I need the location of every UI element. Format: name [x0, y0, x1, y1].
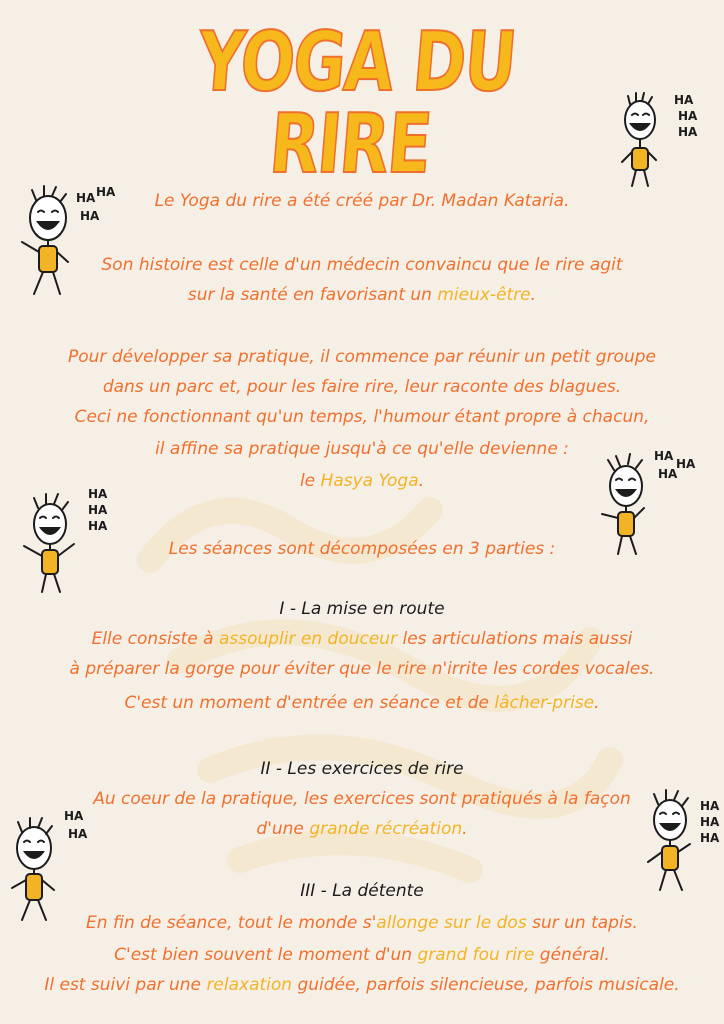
highlight: mieux-être — [437, 285, 531, 305]
part3-heading: III - La détente — [300, 881, 424, 901]
laughing-figure-icon — [12, 182, 132, 302]
story-line-3: Ceci ne fonctionnant qu'un temps, l'humour étant propre à chacun, — [74, 407, 650, 427]
ha-text: HA — [88, 519, 108, 533]
laughing-figure-icon — [16, 486, 126, 596]
laughing-figure-icon — [4, 806, 114, 926]
page-title: YOGA DU RIRE — [194, 15, 519, 192]
laughing-figure-icon — [636, 786, 724, 906]
ha-text: HA — [654, 449, 674, 463]
laughing-figure-icon — [596, 438, 716, 558]
ha-text: HA — [678, 109, 698, 123]
story-line-5: le Hasya Yoga. — [299, 471, 425, 491]
highlight: grande récréation — [309, 819, 463, 839]
ha-text: HA — [68, 827, 88, 841]
ha-text: HA — [80, 209, 100, 223]
part3-line-2: C'est bien souvent le moment d'un grand fou rire général. — [114, 945, 610, 965]
laughing-figure-icon — [606, 90, 716, 190]
intro-line-2: Son histoire est celle d'un médecin convaincu que le rire agit — [101, 255, 623, 275]
part2-line-1: Au coeur de la pratique, les exercices sont pratiqués à la façon — [93, 789, 631, 809]
sessions-intro: Les séances sont décomposées en 3 parties : — [168, 539, 556, 559]
ha-text: HA — [700, 815, 720, 829]
highlight: lâcher-prise — [494, 693, 595, 713]
highlight: Hasya Yoga — [320, 471, 419, 491]
intro-line-3: sur la santé en favorisant un mieux-être. — [187, 285, 537, 305]
part1-line-3: C'est un moment d'entrée en séance et de lâcher-prise. — [124, 693, 600, 713]
highlight: grand fou rire — [417, 945, 535, 965]
ha-text: HA — [88, 503, 108, 517]
part2-heading: II - Les exercices de rire — [260, 759, 464, 779]
ha-text: HA — [96, 185, 116, 199]
ha-text: HA — [658, 467, 678, 481]
part1-line-2: à préparer la gorge pour éviter que le rire n'irrite les cordes vocales. — [69, 659, 655, 679]
ha-text: HA — [88, 487, 108, 501]
part1-line-1: Elle consiste à assouplir en douceur les articulations mais aussi — [91, 629, 633, 649]
story-line-1: Pour développer sa pratique, il commence par réunir un petit groupe — [68, 347, 656, 367]
part3-line-1: En fin de séance, tout le monde s'allonge sur le dos sur un tapis. — [86, 913, 638, 933]
ha-text: HA — [700, 831, 720, 845]
ha-text: HA — [678, 125, 698, 139]
ha-text: HA — [676, 457, 696, 471]
part3-line-3: Il est suivi par une relaxation guidée, parfois silencieuse, parfois musicale. — [44, 975, 680, 995]
intro-line-1: Le Yoga du rire a été créé par Dr. Madan Kataria. — [154, 191, 570, 211]
part1-heading: I - La mise en route — [279, 599, 445, 619]
ha-text: HA — [64, 809, 84, 823]
ha-text: HA — [700, 799, 720, 813]
highlight: assouplir en douceur — [218, 629, 398, 649]
story-line-2: dans un parc et, pour les faire rire, leur raconte des blagues. — [102, 377, 622, 397]
highlight: relaxation — [206, 975, 293, 995]
part2-line-2: d'une grande récréation. — [256, 819, 468, 839]
ha-text: HA — [674, 93, 694, 107]
ha-text: HA — [76, 191, 96, 205]
highlight: allonge sur le dos — [376, 913, 527, 933]
story-line-4: il affine sa pratique jusqu'à ce qu'elle devienne : — [155, 439, 569, 459]
